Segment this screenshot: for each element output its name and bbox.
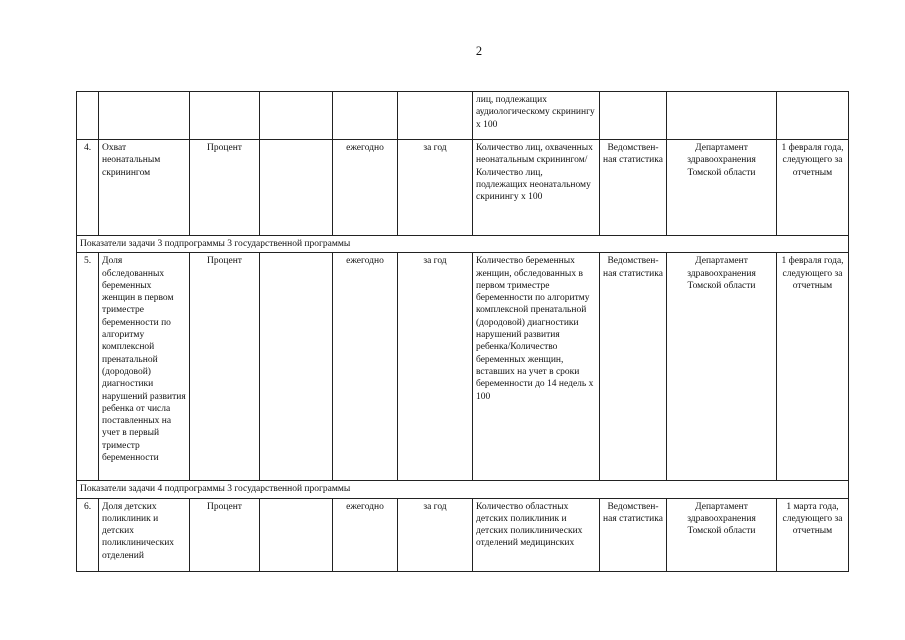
section-header-row	[77, 236, 849, 253]
cell-period	[398, 92, 473, 140]
cell-frequency: ежегодно	[333, 140, 398, 236]
cell-formula: лиц, подлежащих аудиологическому скринингу х 100	[473, 92, 600, 140]
cell-frequency: ежегодно	[333, 498, 398, 571]
cell-responsible: Департамент здравоохранения Томской области	[667, 140, 777, 236]
cell-unit	[190, 92, 260, 140]
cell-frequency	[333, 92, 398, 140]
section-header: Показатели задачи 4 подпрограммы 3 государственной программы	[77, 481, 849, 498]
table-row	[77, 253, 849, 481]
cell-unit: Процент	[190, 140, 260, 236]
indicators-table	[76, 91, 849, 572]
cell-responsible: Департамент здравоохранения Томской области	[667, 498, 777, 571]
cell-source: Ведомствен-ная статистика	[600, 253, 667, 481]
cell-name	[99, 92, 190, 140]
table-row	[77, 140, 849, 236]
cell-frequency: ежегодно	[333, 253, 398, 481]
cell-responsible	[667, 92, 777, 140]
cell-num: 6.	[77, 498, 99, 571]
cell-num	[77, 92, 99, 140]
cell-period: за год	[398, 498, 473, 571]
cell-num: 4.	[77, 140, 99, 236]
cell-unit: Процент	[190, 253, 260, 481]
page-number: 2	[475, 44, 483, 58]
cell-extra	[260, 92, 333, 140]
cell-num: 5.	[77, 253, 99, 481]
cell-formula: Количество лиц, охваченных неонатальным скринингом/Количество лиц, подлежащих неонатальному скринингу х 100	[473, 140, 600, 236]
cell-deadline: 1 марта года, следующего за отчетным	[777, 498, 849, 571]
cell-source: Ведомствен-ная статистика	[600, 140, 667, 236]
cell-period: за год	[398, 140, 473, 236]
cell-formula: Количество областных детских поликлиник и детских поликлинических отделений медицинских	[473, 498, 600, 571]
cell-source	[600, 92, 667, 140]
table-row	[77, 92, 849, 140]
cell-responsible: Департамент здравоохранения Томской области	[667, 253, 777, 481]
cell-period: за год	[398, 253, 473, 481]
cell-name: Доля обследованных беременных женщин в первом триместре беременности по алгоритму комплексной пренатальной (дородовой) диагностики нарушений развития ребенка от числа поставленных на учет в первый триместр беременности	[99, 253, 190, 481]
cell-extra	[260, 498, 333, 571]
cell-name: Охват неонатальным скринингом	[99, 140, 190, 236]
cell-extra	[260, 140, 333, 236]
cell-formula: Количество беременных женщин, обследованных в первом триместре беременности по алгоритму комплексной пренатальной (дородовой) диагностики нарушений развития ребенка/Количество беременных женщин, вставших на учет в сроки беременности до 14 недель х 100	[473, 253, 600, 481]
cell-deadline: 1 февраля года, следующего за отчетным	[777, 140, 849, 236]
cell-name: Доля детских поликлиник и детских поликлинических отделений	[99, 498, 190, 571]
cell-source: Ведомствен-ная статистика	[600, 498, 667, 571]
cell-extra	[260, 253, 333, 481]
cell-deadline	[777, 92, 849, 140]
cell-deadline: 1 февраля года, следующего за отчетным	[777, 253, 849, 481]
table-row	[77, 498, 849, 571]
section-header-row	[77, 481, 849, 498]
cell-unit: Процент	[190, 498, 260, 571]
section-header: Показатели задачи 3 подпрограммы 3 государственной программы	[77, 236, 849, 253]
